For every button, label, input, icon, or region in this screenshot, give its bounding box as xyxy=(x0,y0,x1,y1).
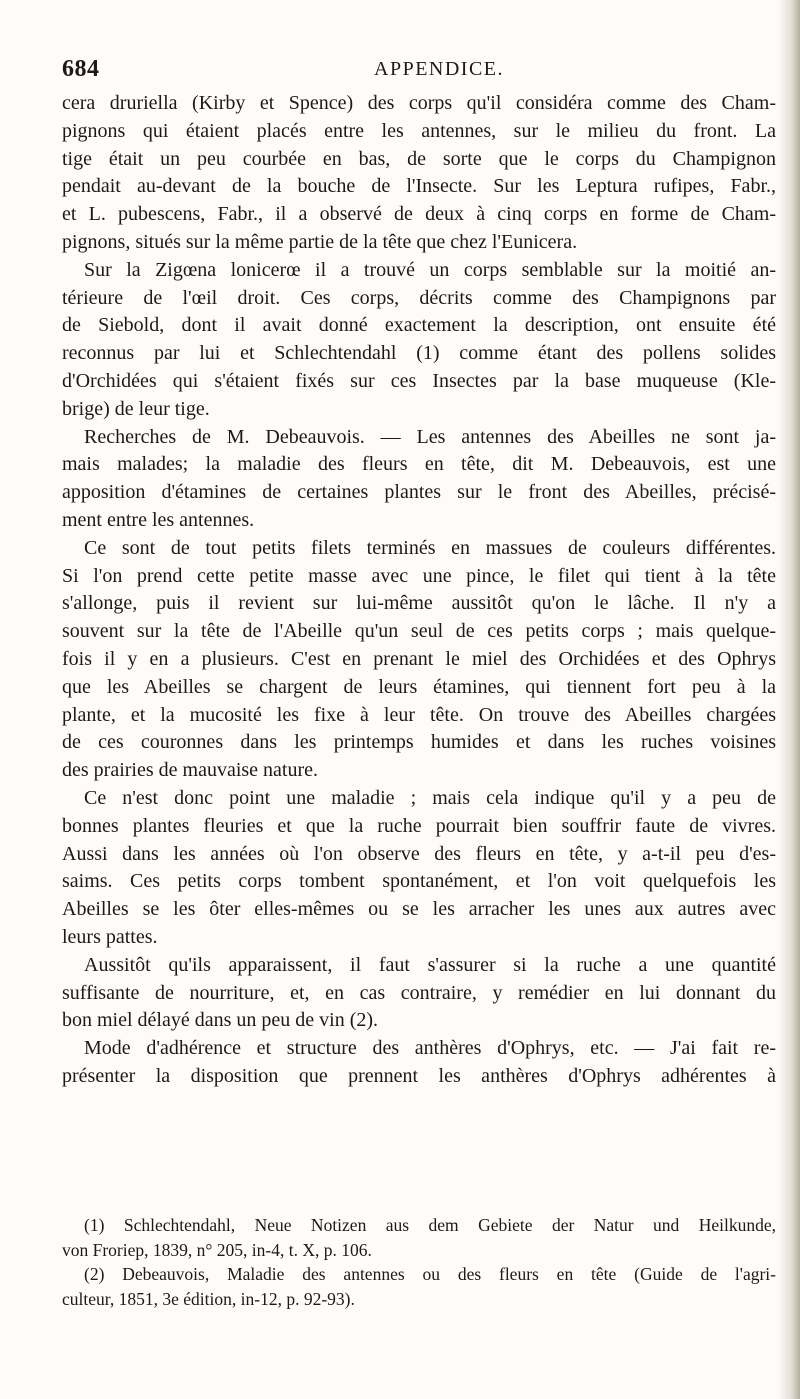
text-line: de Siebold, dont il avait donné exactement la description, ont ensuite été xyxy=(62,314,776,337)
text-line: suffisante de nourriture, et, en cas contraire, y remédier en lui donnant du xyxy=(62,981,776,1004)
text-line: Si l'on prend cette petite masse avec une pince, le filet qui tient à la tête xyxy=(62,564,776,587)
footnotes xyxy=(62,1213,776,1311)
text-line: pendait au-devant de la bouche de l'Insecte. Sur les Leptura rufipes, Fabr., xyxy=(62,175,776,198)
page-header xyxy=(62,56,776,86)
text-line: Ce n'est donc point une maladie ; mais cela indique qu'il y a peu de xyxy=(84,786,776,809)
text-line: leurs pattes. xyxy=(62,925,158,948)
text-line: souvent sur la tête de l'Abeille qu'un seul de ces petits corps ; mais quelque- xyxy=(62,620,776,643)
text-line: plante, et la mucosité les fixe à leur tête. On trouve des Abeilles chargées xyxy=(62,703,776,726)
text-line: reconnus par lui et Schlechtendahl (1) comme étant des pollens solides xyxy=(62,342,776,365)
text-line: bon miel délayé dans un peu de vin (2). xyxy=(62,1009,379,1032)
text-line: apposition d'étamines de certaines plantes sur le front des Abeilles, précisé- xyxy=(62,481,776,504)
text-line: térieure de l'œil droit. Ces corps, décrits comme des Champignons par xyxy=(62,286,776,309)
text-line: Mode d'adhérence et structure des anthères d'Ophrys, etc. — J'ai fait re- xyxy=(84,1037,776,1060)
text-line: pignons, situés sur la même partie de la tête que chez l'Eunicera. xyxy=(62,230,578,253)
footnote-line: von Froriep, 1839, n° 205, in-4, t. X, p. 106. xyxy=(62,1239,372,1260)
text-line: Sur la Zigœna lonicerœ il a trouvé un corps semblable sur la moitié an- xyxy=(84,258,776,281)
page-number: 684 xyxy=(62,56,100,82)
text-line: Ce sont de tout petits filets terminés en massues de couleurs différentes. xyxy=(84,536,776,559)
body-text xyxy=(62,90,776,1091)
text-line: brige) de leur tige. xyxy=(62,397,210,420)
page-edge-shadow xyxy=(778,0,800,1399)
text-line: mais malades; la maladie des fleurs en tête, dit M. Debeauvois, est une xyxy=(62,453,776,476)
text-line: des prairies de mauvaise nature. xyxy=(62,759,319,782)
running-head: APPENDICE. xyxy=(374,58,505,80)
footnote-line: (1) Schlechtendahl, Neue Notizen aus dem Gebiete der Natur und Heilkunde, xyxy=(84,1215,776,1235)
text-line: tige était un peu courbée en bas, de sorte que le corps du Champignon xyxy=(62,147,776,170)
text-line: Aussitôt qu'ils apparaissent, il faut s'assurer si la ruche a une quantité xyxy=(84,953,776,976)
text-line: présenter la disposition que prennent les anthères d'Ophrys adhérentes à xyxy=(62,1064,776,1087)
footnote-line: culteur, 1851, 3e édition, in-12, p. 92-93). xyxy=(62,1288,355,1309)
text-line: bonnes plantes fleuries et que la ruche pourrait bien souffrir faute de vivres. xyxy=(62,814,776,837)
text-line: s'allonge, puis il revient sur lui-même aussitôt qu'on le lâche. Il n'y a xyxy=(62,592,776,615)
text-line: Recherches de M. Debeauvois. — Les antennes des Abeilles ne sont ja- xyxy=(84,425,776,448)
text-line: de ces couronnes dans les printemps humides et dans les ruches voisines xyxy=(62,731,776,754)
text-line: Aussi dans les années où l'on observe des fleurs en tête, y a-t-il peu d'es- xyxy=(62,842,776,865)
text-line: cera druriella (Kirby et Spence) des corps qu'il considéra comme des Cham- xyxy=(62,92,776,114)
text-line: d'Orchidées qui s'étaient fixés sur ces Insectes par la base muqueuse (Kle- xyxy=(62,369,776,392)
text-line: que les Abeilles se chargent de leurs étamines, qui tiennent fort peu à la xyxy=(62,675,776,698)
footnote-line: (2) Debeauvois, Maladie des antennes ou des fleurs en tête (Guide de l'agri- xyxy=(84,1264,776,1284)
text-line: et L. pubescens, Fabr., il a observé de deux à cinq corps en forme de Cham- xyxy=(62,203,776,226)
text-line: saims. Ces petits corps tombent spontanément, et l'on voit quelquefois les xyxy=(62,870,776,893)
text-line: ment entre les antennes. xyxy=(62,508,255,531)
text-line: pignons qui étaient placés entre les antennes, sur le milieu du front. La xyxy=(62,119,776,142)
text-line: Abeilles se les ôter elles-mêmes ou se les arracher les unes aux autres avec xyxy=(62,898,776,921)
text-line: fois il y en a plusieurs. C'est en prenant le miel des Orchidées et des Ophrys xyxy=(62,647,776,670)
